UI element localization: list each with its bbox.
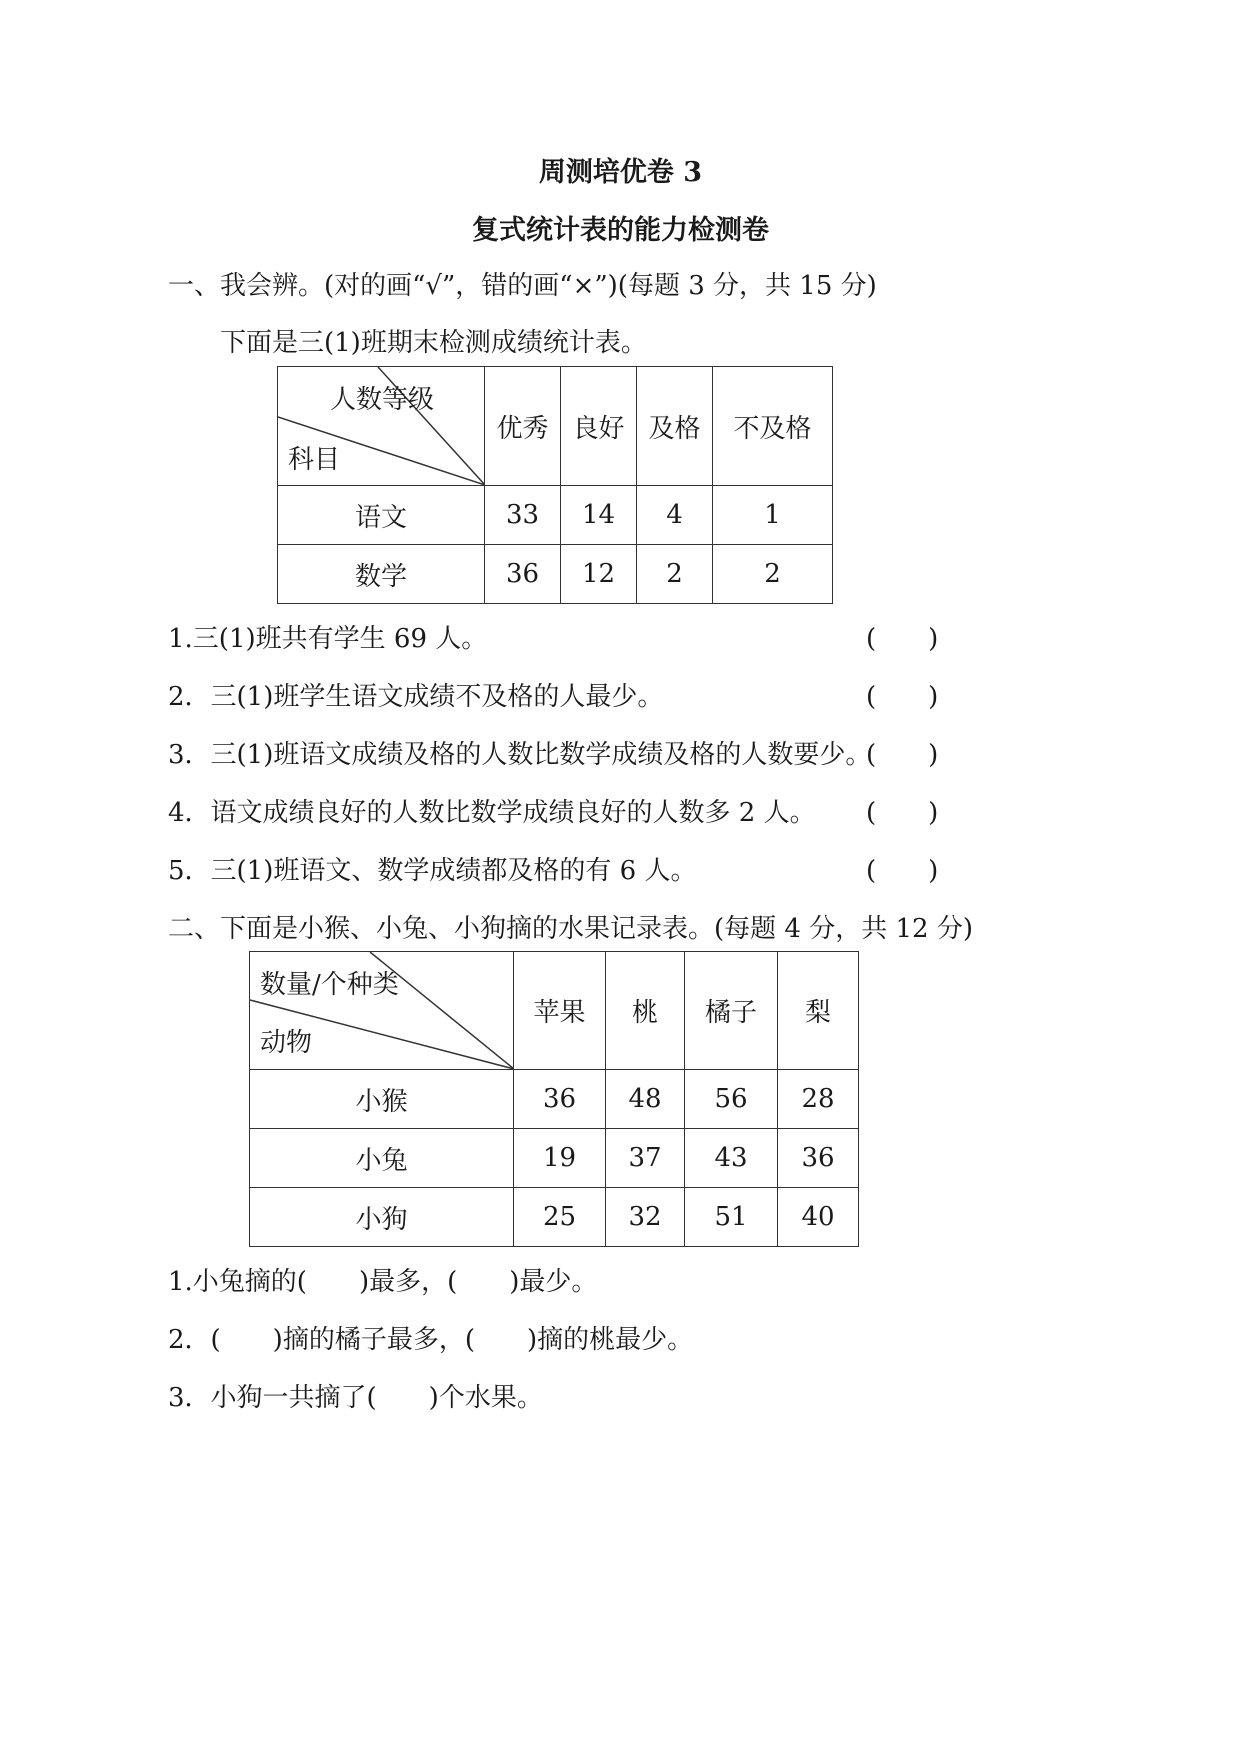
table-cell: 48 — [606, 1070, 685, 1129]
fill-question-1: 1.小兔摘的( )最多，( )最少。 — [168, 1267, 598, 1297]
question-4: 4．语文成绩良好的人数比数学成绩良好的人数多 2 人。 — [168, 798, 816, 828]
column-header: 优秀 — [485, 367, 561, 486]
answer-blank-4[interactable]: ( ) — [866, 798, 939, 828]
score-table-header-row — [278, 367, 833, 486]
table-cell: 2 — [713, 545, 833, 604]
corner-label-bottom: 动物 — [260, 1028, 313, 1058]
question-3: 3．三(1)班语文成绩及格的人数比数学成绩及格的人数要少。 — [168, 740, 872, 770]
answer-blank-3[interactable]: ( ) — [866, 740, 939, 770]
table-cell: 36 — [485, 545, 561, 604]
table-cell: 43 — [685, 1129, 778, 1188]
column-header: 不及格 — [713, 367, 833, 486]
answer-blank-1[interactable]: ( ) — [866, 624, 939, 654]
table-cell: 56 — [685, 1070, 778, 1129]
score-table-corner-cell — [278, 367, 485, 486]
corner-label-top: 人数等级 — [330, 385, 435, 415]
row-label: 小狗 — [250, 1188, 514, 1247]
row-label: 语文 — [278, 486, 485, 545]
fill-question-3: 3．小狗一共摘了( )个水果。 — [168, 1383, 543, 1413]
fruit-table-corner-cell — [250, 952, 514, 1070]
section1-heading: 一、我会辨。(对的画“√”，错的画“×”)(每题 3 分，共 15 分) — [168, 271, 877, 301]
fill-question-2: 2．( )摘的橘子最多，( )摘的桃最少。 — [168, 1325, 694, 1355]
table-cell: 1 — [713, 486, 833, 545]
table-cell: 14 — [561, 486, 637, 545]
table-cell: 32 — [606, 1188, 685, 1247]
table-cell: 25 — [514, 1188, 606, 1247]
column-header: 梨 — [778, 952, 859, 1070]
row-label: 数学 — [278, 545, 485, 604]
table-cell: 40 — [778, 1188, 859, 1247]
column-header: 良好 — [561, 367, 637, 486]
fruit-table-header-row — [250, 952, 859, 1070]
table-cell: 28 — [778, 1070, 859, 1129]
page-title: 周测培优卷 3 — [538, 157, 703, 188]
answer-blank-5[interactable]: ( ) — [866, 856, 939, 886]
corner-label-bottom: 科目 — [288, 445, 341, 475]
table-row — [250, 1129, 859, 1188]
table-cell: 4 — [637, 486, 713, 545]
section1-intro: 下面是三(1)班期末检测成绩统计表。 — [220, 328, 647, 358]
column-header: 桃 — [606, 952, 685, 1070]
table-cell: 19 — [514, 1129, 606, 1188]
page-subtitle: 复式统计表的能力检测卷 — [472, 215, 769, 246]
row-label: 小猴 — [250, 1070, 514, 1129]
score-table — [277, 366, 833, 604]
table-cell: 37 — [606, 1129, 685, 1188]
table-cell: 12 — [561, 545, 637, 604]
table-cell: 36 — [778, 1129, 859, 1188]
table-cell: 2 — [637, 545, 713, 604]
row-label: 小兔 — [250, 1129, 514, 1188]
column-header: 橘子 — [685, 952, 778, 1070]
table-row — [250, 1070, 859, 1129]
table-row — [250, 1188, 859, 1247]
table-row — [278, 486, 833, 545]
question-2: 2．三(1)班学生语文成绩不及格的人最少。 — [168, 682, 664, 712]
fruit-table — [249, 951, 859, 1247]
corner-label-top: 数量/个种类 — [260, 970, 399, 1000]
section2-heading: 二、下面是小猴、小兔、小狗摘的水果记录表。(每题 4 分，共 12 分) — [168, 914, 973, 944]
table-cell: 36 — [514, 1070, 606, 1129]
question-5: 5．三(1)班语文、数学成绩都及格的有 6 人。 — [168, 856, 697, 886]
question-1: 1.三(1)班共有学生 69 人。 — [168, 624, 488, 654]
table-cell: 33 — [485, 486, 561, 545]
column-header: 苹果 — [514, 952, 606, 1070]
answer-blank-2[interactable]: ( ) — [866, 682, 939, 712]
column-header: 及格 — [637, 367, 713, 486]
table-row — [278, 545, 833, 604]
table-cell: 51 — [685, 1188, 778, 1247]
